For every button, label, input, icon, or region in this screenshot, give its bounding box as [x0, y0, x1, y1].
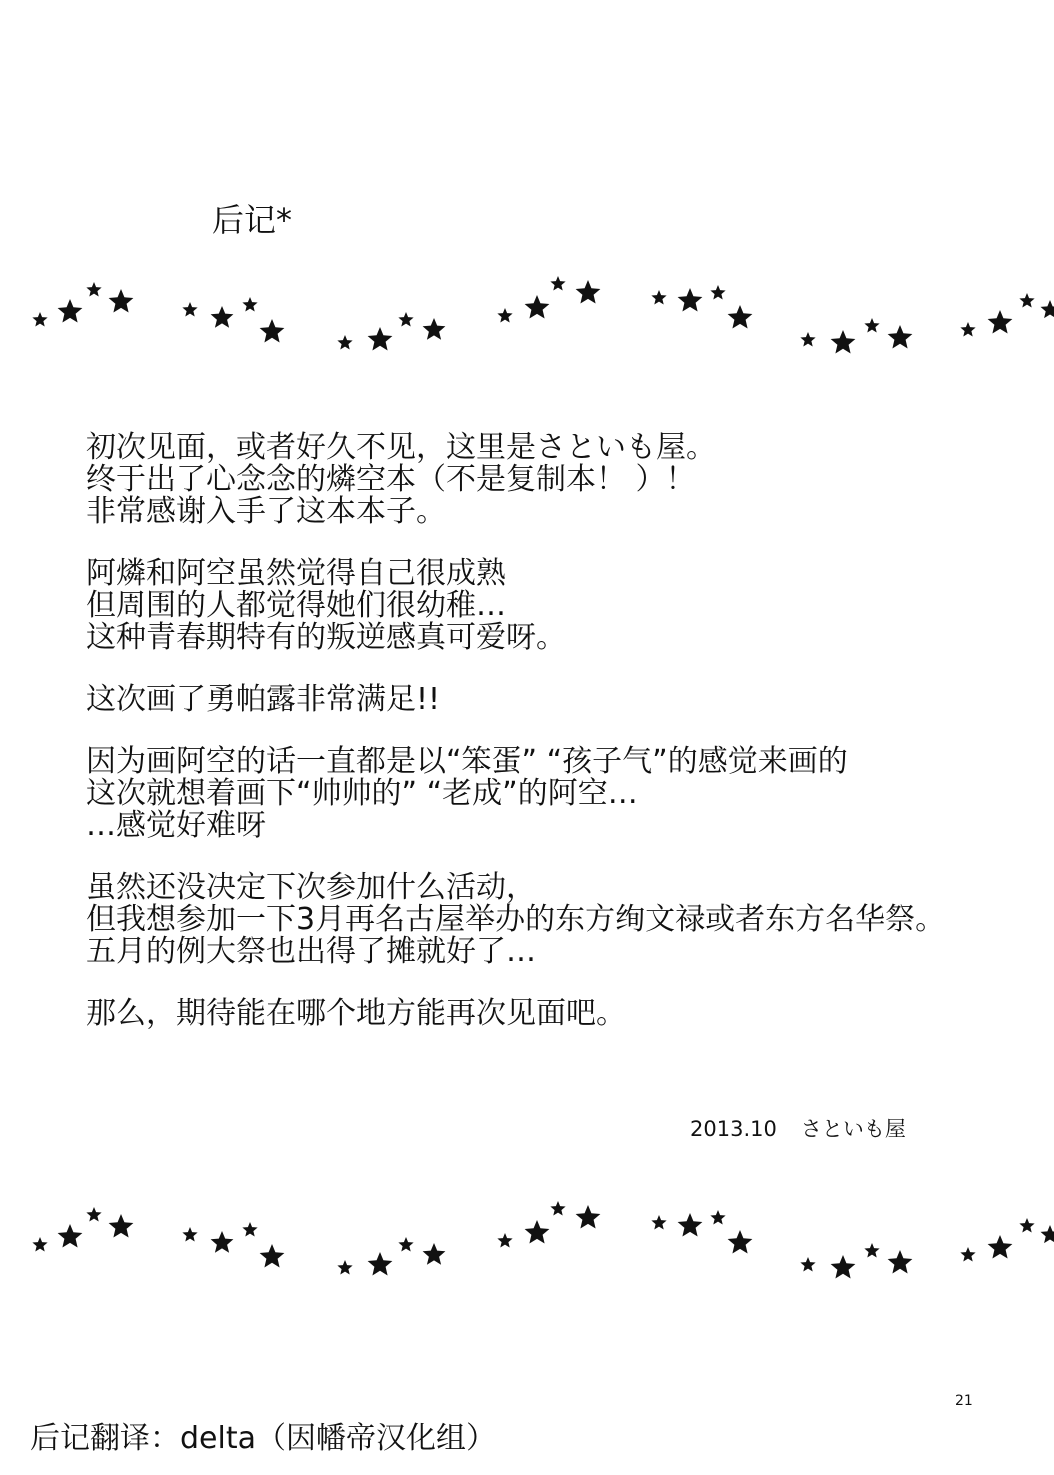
- text-line: 非常感谢入手了这本本子。: [86, 494, 446, 529]
- star-icon: [109, 1214, 134, 1238]
- text-line: 终于出了心念念的燐空本（不是复制本！ ）！: [86, 462, 696, 497]
- star-icon: [1019, 1218, 1034, 1233]
- star-icon: [710, 285, 725, 300]
- star-border-top: [0, 268, 1054, 358]
- star-icon: [525, 295, 550, 319]
- star-icon: [497, 308, 512, 323]
- star-icon: [728, 1230, 753, 1254]
- star-icon: [651, 1215, 666, 1230]
- star-icon: [260, 1244, 285, 1268]
- text-line: 阿燐和阿空虽然觉得自己很成熟: [86, 556, 506, 591]
- star-icon: [550, 1201, 565, 1216]
- star-icon: [86, 1207, 101, 1222]
- star-icon: [525, 1220, 550, 1244]
- star-icon: [960, 1247, 975, 1262]
- text-line: 虽然还没决定下次参加什么活动，: [86, 870, 536, 905]
- star-icon: [1019, 293, 1034, 308]
- star-icon: [497, 1233, 512, 1248]
- star-icon: [1041, 1225, 1054, 1243]
- star-icon: [651, 290, 666, 305]
- text-line: 这次就想着画下“帅帅的” “老成”的阿空…: [86, 776, 638, 811]
- star-icon: [398, 312, 413, 327]
- star-icon: [678, 1213, 703, 1237]
- text-line: 这次画了勇帕露非常满足!!: [86, 682, 441, 717]
- signature-date: 2013.10: [690, 1117, 777, 1141]
- star-icon: [368, 327, 393, 351]
- text-line: 那么，期待能在哪个地方能再次见面吧。: [86, 996, 626, 1031]
- text-line: 但周围的人都觉得她们很幼稚…: [86, 588, 506, 623]
- star-icon: [988, 1235, 1013, 1259]
- star-icon: [260, 319, 285, 343]
- paragraph: [86, 684, 1026, 716]
- star-icon: [576, 1205, 601, 1229]
- paragraph: [86, 998, 1026, 1030]
- star-icon: [1041, 300, 1054, 318]
- star-icon: [337, 335, 352, 350]
- star-icon: [988, 310, 1013, 334]
- star-icon: [960, 322, 975, 337]
- afterword-body: [86, 432, 1026, 1060]
- translation-credit: 后记翻译：delta（因幡帝汉化组）: [30, 1421, 496, 1456]
- text-line: 但我想参加一下3月再名古屋举办的东方绚文禄或者东方名华祭。: [86, 902, 946, 937]
- paragraph: [86, 558, 1026, 654]
- star-icon: [864, 318, 879, 333]
- star-icon: [800, 332, 815, 347]
- paragraph: [86, 746, 1026, 842]
- star-icon: [86, 282, 101, 297]
- stars-icon: [0, 268, 1054, 358]
- star-icon: [398, 1237, 413, 1252]
- star-icon: [242, 297, 257, 312]
- star-icon: [242, 1222, 257, 1237]
- star-icon: [211, 306, 234, 328]
- page-number: 21: [955, 1393, 973, 1409]
- paragraph: [86, 872, 1026, 968]
- star-icon: [58, 299, 83, 323]
- star-icon: [888, 325, 913, 349]
- star-icon: [182, 1227, 197, 1242]
- star-icon: [211, 1231, 234, 1253]
- star-icon: [550, 276, 565, 291]
- star-icon: [32, 1237, 47, 1252]
- text-line: 这种青春期特有的叛逆感真可爱呀。: [86, 620, 566, 655]
- star-icon: [800, 1257, 815, 1272]
- text-line: 初次见面，或者好久不见，这里是さといも屋。: [86, 430, 716, 465]
- star-icon: [32, 312, 47, 327]
- star-icon: [831, 330, 856, 354]
- star-icon: [888, 1250, 913, 1274]
- star-icon: [58, 1224, 83, 1248]
- star-icon: [728, 305, 753, 329]
- star-icon: [831, 1255, 856, 1279]
- star-icon: [368, 1252, 393, 1276]
- signature: [690, 1115, 906, 1143]
- text-line: 五月的例大祭也出得了摊就好了…: [86, 934, 536, 969]
- paragraph: [86, 432, 1026, 528]
- star-icon: [678, 288, 703, 312]
- signature-circle: さといも屋: [800, 1117, 906, 1141]
- star-icon: [423, 1243, 446, 1265]
- text-line: …感觉好难呀: [86, 808, 266, 843]
- star-icon: [182, 302, 197, 317]
- text-line: 因为画阿空的话一直都是以“笨蛋” “孩子气”的感觉来画的: [86, 744, 848, 779]
- stars-icon: [0, 1193, 1054, 1283]
- afterword-title: 后记*: [212, 201, 293, 239]
- star-icon: [576, 280, 601, 304]
- star-icon: [109, 289, 134, 313]
- star-icon: [864, 1243, 879, 1258]
- star-border-bottom: [0, 1193, 1054, 1283]
- star-icon: [710, 1210, 725, 1225]
- star-icon: [423, 318, 446, 340]
- star-icon: [337, 1260, 352, 1275]
